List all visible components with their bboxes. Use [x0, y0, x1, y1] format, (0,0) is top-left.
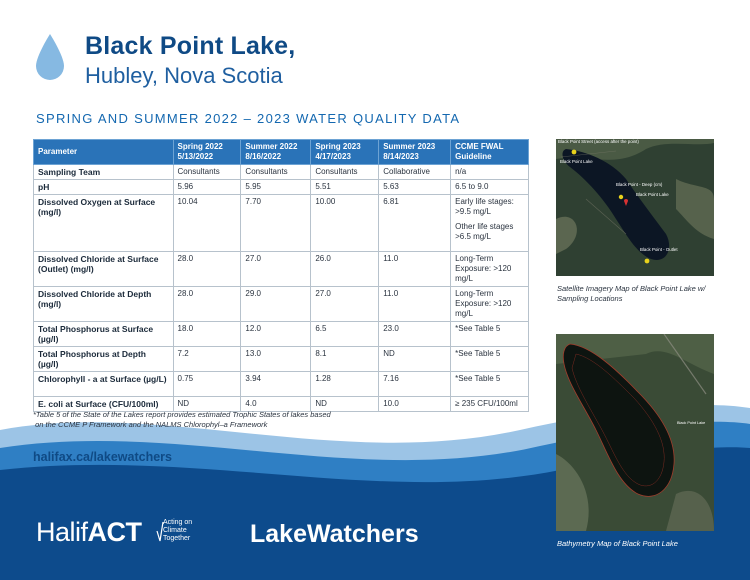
table-row	[34, 180, 529, 195]
table-row	[34, 347, 529, 372]
cell-spring-2023: 8.1	[311, 347, 379, 372]
cell-summer-2022: 13.0	[241, 347, 311, 372]
cell-summer-2023: 11.0	[379, 287, 451, 322]
cell-summer-2023: 5.63	[379, 180, 451, 195]
cell-summer-2022: 4.0	[241, 397, 311, 412]
cell-summer-2022: Consultants	[241, 165, 311, 180]
map-label-deep-lake: Black Point Lake	[636, 192, 669, 197]
cell-spring-2022: 28.0	[173, 252, 241, 287]
cell-spring-2023: 1.28	[311, 372, 379, 397]
cell-summer-2022: 3.94	[241, 372, 311, 397]
table-header-row	[34, 140, 529, 165]
cell-spring-2022: 28.0	[173, 287, 241, 322]
cell-guideline: Long-Term Exposure: >120 mg/L	[451, 252, 529, 287]
cell-guideline	[451, 195, 529, 252]
cell-summer-2023: 11.0	[379, 252, 451, 287]
table-row	[34, 195, 529, 252]
map-label-outlet: Black Point - Outlet	[640, 247, 678, 252]
guideline-other-life: Other life stages >6.5 mg/L	[455, 222, 514, 241]
cell-spring-2022: ND	[173, 397, 241, 412]
map-label-inlet-long: Black Point Street (access after the point)	[558, 139, 639, 144]
cell-guideline: 6.5 to 9.0	[451, 180, 529, 195]
cell-guideline: n/a	[451, 165, 529, 180]
cell-guideline: *See Table 5	[451, 322, 529, 347]
table-footnote	[33, 410, 433, 430]
cell-spring-2023: 27.0	[311, 287, 379, 322]
cell-guideline: *See Table 5	[451, 347, 529, 372]
water-drop-icon	[34, 32, 66, 82]
cell-spring-2022: 18.0	[173, 322, 241, 347]
table-row	[34, 287, 529, 322]
halifact-logo	[36, 517, 142, 548]
cell-spring-2022: 7.2	[173, 347, 241, 372]
cell-spring-2022: 10.04	[173, 195, 241, 252]
table-row	[34, 372, 529, 397]
bathymetry-map-caption: Bathymetry Map of Black Point Lake	[557, 539, 678, 548]
guideline-early-life: Early life stages: >9.5 mg/L	[455, 197, 514, 216]
footnote-line-1: *Table 5 of the State of the Lakes report provides estimated Trophic States of lakes based	[33, 410, 331, 419]
bathymetry-map-image	[556, 334, 714, 531]
cell-spring-2023: 6.5	[311, 322, 379, 347]
row-parameter: Dissolved Chloride at Depth (mg/l)	[34, 287, 174, 322]
cell-spring-2023: 5.51	[311, 180, 379, 195]
table-row	[34, 252, 529, 287]
cell-summer-2023: Collaborative	[379, 165, 451, 180]
satellite-map-caption: Satellite Imagery Map of Black Point Lake w/ Sampling Locations	[557, 284, 706, 303]
cell-spring-2022: 5.96	[173, 180, 241, 195]
cell-summer-2022: 27.0	[241, 252, 311, 287]
row-parameter: Dissolved Chloride at Surface (Outlet) (mg/l)	[34, 252, 174, 287]
cell-spring-2022: 0.75	[173, 372, 241, 397]
row-parameter: Sampling Team	[34, 165, 174, 180]
cell-spring-2023: 26.0	[311, 252, 379, 287]
table-row	[34, 165, 529, 180]
cell-summer-2022: 12.0	[241, 322, 311, 347]
cell-spring-2023: ND	[311, 397, 379, 412]
cell-summer-2023: 6.81	[379, 195, 451, 252]
column-header-guideline: CCME FWAL Guideline	[451, 140, 529, 165]
row-parameter: Total Phosphorus at Surface (µg/l)	[34, 322, 174, 347]
halifact-tagline: Acting on Climate Together	[163, 519, 193, 542]
cell-summer-2022: 5.95	[241, 180, 311, 195]
lakewatchers-logo: LakeWatchers	[250, 520, 419, 548]
cell-summer-2023: 23.0	[379, 322, 451, 347]
cell-summer-2022: 29.0	[241, 287, 311, 322]
location-subtitle: Hubley, Nova Scotia	[85, 63, 283, 88]
cell-guideline: ≥ 235 CFU/100ml	[451, 397, 529, 412]
column-header-parameter: Parameter	[34, 140, 174, 165]
cell-guideline: Long-Term Exposure: >120 mg/L	[451, 287, 529, 322]
cell-spring-2023: 10.00	[311, 195, 379, 252]
cell-summer-2023: 7.16	[379, 372, 451, 397]
cell-guideline: *See Table 5	[451, 372, 529, 397]
column-header-summer-2022: Summer 2022 8/16/2022	[241, 140, 311, 165]
bathymetry-lake-label: Black Point Lake	[677, 421, 706, 425]
water-quality-table	[33, 139, 529, 412]
map-label-inlet: Black Point Lake	[560, 159, 593, 164]
halifact-logo-act: ACT	[87, 517, 142, 547]
cell-spring-2022: Consultants	[173, 165, 241, 180]
website-link[interactable]: halifax.ca/lakewatchers	[33, 450, 172, 464]
halifact-logo-halif: Halif	[36, 517, 88, 547]
cell-summer-2023: ND	[379, 347, 451, 372]
section-heading: SPRING AND SUMMER 2022 – 2023 WATER QUALITY DATA	[36, 111, 461, 126]
cell-summer-2023: 10.0	[379, 397, 451, 412]
row-parameter: Total Phosphorus at Depth (µg/l)	[34, 347, 174, 372]
row-parameter: Chlorophyll - a at Surface (µg/L)	[34, 372, 174, 397]
row-parameter: pH	[34, 180, 174, 195]
footnote-line-2: on the CCME P Framework and the NALMS Chlorophyl–a Framework	[35, 420, 268, 429]
table-row	[34, 322, 529, 347]
column-header-spring-2022: Spring 2022 5/13/2022	[173, 140, 241, 165]
column-header-spring-2023: Spring 2023 4/17/2023	[311, 140, 379, 165]
page-title: Black Point Lake,	[85, 32, 296, 60]
map-label-deep: Black Point - Deep (cm)	[616, 182, 663, 187]
satellite-map-image	[556, 139, 714, 276]
column-header-summer-2023: Summer 2023 8/14/2023	[379, 140, 451, 165]
row-parameter: Dissolved Oxygen at Surface (mg/l)	[34, 195, 174, 252]
cell-spring-2023: Consultants	[311, 165, 379, 180]
cell-summer-2022: 7.70	[241, 195, 311, 252]
row-parameter: E. coli at Surface (CFU/100ml)	[34, 397, 174, 412]
